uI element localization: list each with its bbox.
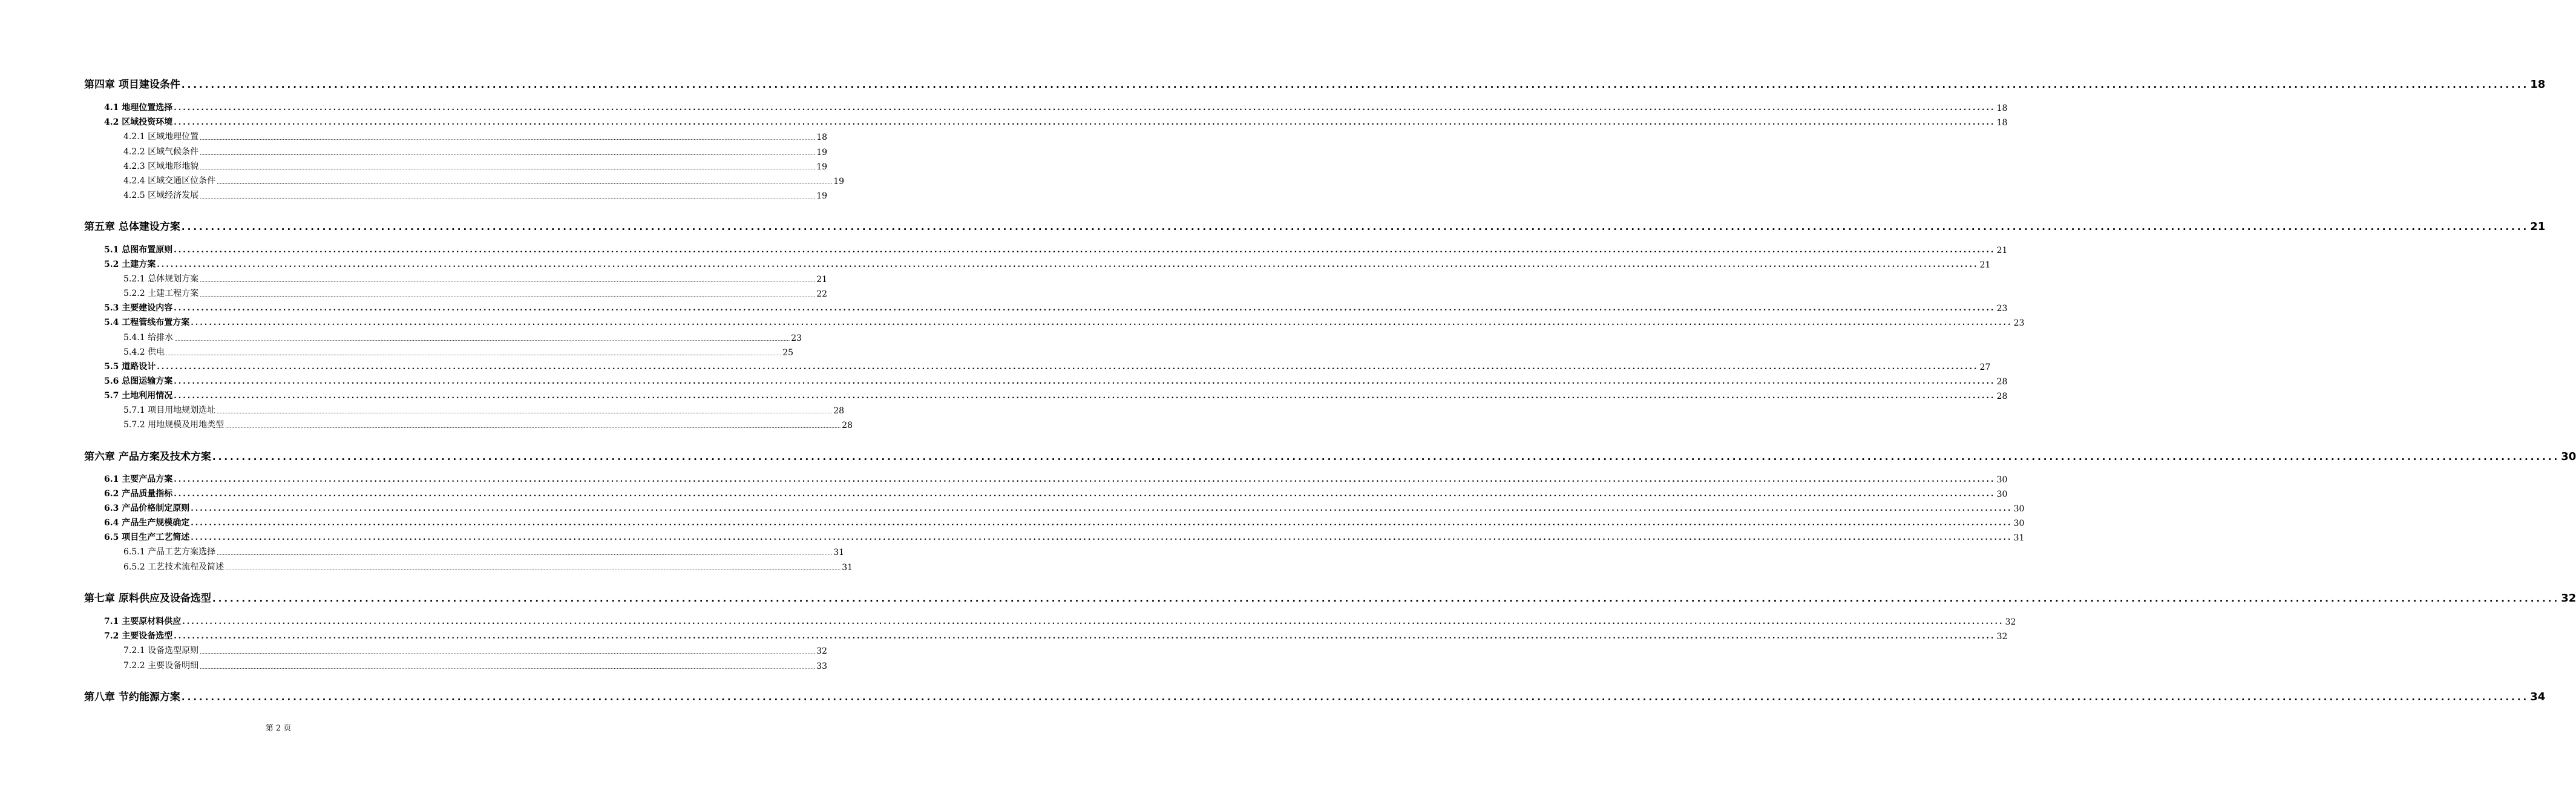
toc-entry-title: 5.2.1 总体规划方案 <box>123 274 199 284</box>
toc-entry-sub[interactable] <box>123 560 853 573</box>
toc-entry-title: 第八章 节约能源方案 <box>84 691 180 703</box>
toc-entry-sub[interactable] <box>123 331 802 343</box>
toc-leader-dots: ................................................................................................................................................................................................................................................................................................................................................................................................................ <box>157 260 1979 269</box>
toc-entry-title: 5.1 总图布置原则 <box>104 245 173 255</box>
toc-page-number: 28 <box>833 406 845 416</box>
toc-page-number: 30 <box>1996 490 2008 499</box>
toc-entry-title: 6.4 产品生产规模确定 <box>104 518 190 528</box>
toc-page-number: 28 <box>842 421 853 430</box>
toc-leader-dots: ................................................................................................................................................................................................................................................................................................................................................................................................................ <box>200 151 816 156</box>
toc-entry-title: 5.6 总图运输方案 <box>104 376 173 386</box>
toc-page-number: 21 <box>2530 220 2546 233</box>
toc-leader-dots: ................................................................................................................................................................................................................................................................................................................................................................................................................ <box>174 118 1996 127</box>
toc-page-number: 18 <box>1996 118 2008 128</box>
toc-leader-dots: ................................................................................................................................................................................................................................................................................................................................................................................................................ <box>225 424 841 429</box>
toc-page-number: 31 <box>2013 533 2025 543</box>
toc-page-number: 28 <box>1996 377 2008 387</box>
toc-leader-dots: ................................................................................................................................................................................................................................................................................................................................................................................................................ <box>174 490 1996 499</box>
toc-leader-dots: ................................................................................................................................................................................................................................................................................................................................................................................................................ <box>200 292 816 298</box>
toc-entry-title: 4.2.5 区域经济发展 <box>123 191 199 200</box>
toc-leader-dots: ................................................................................................................................................................................................................................................................................................................................................................................................................ <box>166 351 782 356</box>
toc-entry-title: 4.2.3 区域地形地貌 <box>123 162 199 171</box>
toc-page-number: 25 <box>782 348 794 358</box>
toc-page-number: 32 <box>2561 592 2576 605</box>
toc-entry-title: 第六章 产品方案及技术方案 <box>84 451 211 463</box>
toc-leader-dots: ................................................................................................................................................................................................................................................................................................................................................................................................................ <box>200 278 816 283</box>
toc-page-number: 19 <box>816 162 828 172</box>
toc-leader-dots: ................................................................................................................................................................................................................................................................................................................................................................................................................ <box>191 519 2013 528</box>
toc-leader-dots: ................................................................................................................................................................................................................................................................................................................................................................................................................ <box>181 692 2529 703</box>
toc-leader-dots: ................................................................................................................................................................................................................................................................................................................................................................................................................ <box>181 79 2529 90</box>
toc-entry-sub[interactable] <box>123 404 845 416</box>
toc-leader-dots: ................................................................................................................................................................................................................................................................................................................................................................................................................ <box>200 665 816 670</box>
toc-entry-section[interactable] <box>104 473 2008 485</box>
toc-entry-section[interactable] <box>104 375 2008 387</box>
toc-entry-sub[interactable] <box>123 644 828 656</box>
toc-entry-section[interactable] <box>104 301 2008 314</box>
toc-page-number: 18 <box>816 133 828 142</box>
toc-entry-title: 5.5 道路设计 <box>104 362 156 372</box>
toc-entry-title: 4.2.1 区域地理位置 <box>123 132 199 142</box>
toc-entry-title: 4.2.4 区域交通区位条件 <box>123 176 216 186</box>
toc-entry-title: 6.5.1 产品工艺方案选择 <box>123 547 216 557</box>
toc-leader-dots: ................................................................................................................................................................................................................................................................................................................................................................................................................ <box>174 377 1996 386</box>
toc-leader-dots: ................................................................................................................................................................................................................................................................................................................................................................................................................ <box>200 194 816 200</box>
toc-entry-title: 6.5 项目生产工艺简述 <box>104 533 190 542</box>
toc-leader-dots: ................................................................................................................................................................................................................................................................................................................................................................................................................ <box>217 409 833 415</box>
toc-entry-title: 7.2.2 主要设备明细 <box>123 661 199 671</box>
toc-entry-title: 5.7.1 项目用地规划选址 <box>123 405 216 415</box>
toc-entry-sub[interactable] <box>123 130 828 142</box>
toc-entry-title: 4.2 区域投资环境 <box>104 117 173 127</box>
toc-leader-dots: ................................................................................................................................................................................................................................................................................................................................................................................................................ <box>174 392 1996 401</box>
toc-page-number: 32 <box>2005 617 2016 627</box>
toc-entry-section[interactable] <box>104 258 1991 270</box>
toc-leader-dots: ................................................................................................................................................................................................................................................................................................................................................................................................................ <box>200 649 816 655</box>
toc-entry-sub[interactable] <box>123 659 828 671</box>
toc-leader-dots: ................................................................................................................................................................................................................................................................................................................................................................................................................ <box>181 222 2529 232</box>
toc-entry-title: 4.1 地理位置选择 <box>104 103 173 113</box>
toc-entry-title: 6.1 主要产品方案 <box>104 474 173 484</box>
toc-page-number: 31 <box>842 563 853 573</box>
toc-page-number: 28 <box>1996 392 2008 401</box>
toc-entry-title: 7.2.1 设备选型原则 <box>123 646 199 655</box>
toc-entry-sub[interactable] <box>123 272 828 284</box>
toc-leader-dots: ................................................................................................................................................................................................................................................................................................................................................................................................................ <box>212 593 2560 604</box>
toc-entry-title: 5.7 土地利用情况 <box>104 391 173 401</box>
toc-page-number: 19 <box>816 191 828 201</box>
toc-page-number: 22 <box>816 289 828 299</box>
toc-entry-sub[interactable] <box>123 145 828 157</box>
toc-page-number: 32 <box>816 646 828 656</box>
toc-entry-chapter[interactable] <box>84 446 2576 463</box>
toc-entry-section[interactable] <box>104 360 1991 372</box>
toc-entry-section[interactable] <box>104 389 2008 401</box>
toc-leader-dots: ................................................................................................................................................................................................................................................................................................................................................................................................................ <box>157 363 1979 372</box>
toc-entry-title: 5.7.2 用地规模及用地类型 <box>123 420 224 430</box>
toc-page-number: 23 <box>791 333 802 343</box>
toc-page-number: 30 <box>2561 450 2576 463</box>
toc-entry-title: 5.3 主要建设内容 <box>104 303 173 313</box>
toc-page-number: 31 <box>833 548 845 557</box>
toc-entry-section[interactable] <box>104 615 2016 627</box>
toc-leader-dots: ................................................................................................................................................................................................................................................................................................................................................................................................................ <box>174 304 1996 313</box>
toc-entry-title: 6.2 产品质量指标 <box>104 489 173 499</box>
toc-page-number: 27 <box>1979 363 1991 372</box>
toc-entry-chapter[interactable] <box>84 216 2546 233</box>
toc-leader-dots: ................................................................................................................................................................................................................................................................................................................................................................................................................ <box>174 246 1996 255</box>
toc-page-number: 21 <box>1996 246 2008 255</box>
toc-entry-sub[interactable] <box>123 174 845 186</box>
toc-entry-sub[interactable] <box>123 418 853 430</box>
toc-page-number: 30 <box>2013 519 2025 528</box>
toc-leader-dots: ................................................................................................................................................................................................................................................................................................................................................................................................................ <box>191 318 2013 327</box>
toc-entry-title: 第五章 总体建设方案 <box>84 221 180 233</box>
toc-page-number: 18 <box>2530 78 2546 91</box>
toc-leader-dots: ................................................................................................................................................................................................................................................................................................................................................................................................................ <box>191 504 2013 513</box>
toc-page-number: 34 <box>2530 691 2546 703</box>
toc-entry-sub[interactable] <box>123 189 828 201</box>
toc-leader-dots: ................................................................................................................................................................................................................................................................................................................................................................................................................ <box>200 165 816 171</box>
toc-entry-title: 7.2 主要设备选型 <box>104 631 173 641</box>
toc-page-number: 32 <box>1996 632 2008 642</box>
toc-page-number: 21 <box>1979 260 1991 270</box>
toc-entry-section[interactable] <box>104 531 2025 543</box>
toc-leader-dots: ................................................................................................................................................................................................................................................................................................................................................................................................................ <box>200 136 816 141</box>
toc-page-number: 30 <box>2013 504 2025 514</box>
toc-entry-sub[interactable] <box>123 545 845 557</box>
toc-page-number: 33 <box>816 662 828 671</box>
toc-entry-section[interactable] <box>104 629 2008 642</box>
toc-entry-title: 5.4.1 给排水 <box>123 333 174 343</box>
toc-leader-dots: ................................................................................................................................................................................................................................................................................................................................................................................................................ <box>191 533 2013 542</box>
toc-leader-dots: ................................................................................................................................................................................................................................................................................................................................................................................................................ <box>217 180 833 185</box>
toc-leader-dots: ................................................................................................................................................................................................................................................................................................................................................................................................................ <box>174 103 1996 113</box>
toc-entry-section[interactable] <box>104 116 2008 128</box>
toc-entry-section[interactable] <box>104 487 2008 499</box>
toc-leader-dots: ................................................................................................................................................................................................................................................................................................................................................................................................................ <box>217 551 833 556</box>
toc-entry-section[interactable] <box>104 243 2008 255</box>
toc-page-number: 30 <box>1996 475 2008 485</box>
toc-entry-sub[interactable] <box>123 160 828 172</box>
toc-leader-dots: ................................................................................................................................................................................................................................................................................................................................................................................................................ <box>182 617 2004 626</box>
toc-entry-title: 5.4.2 供电 <box>123 347 165 357</box>
toc-entry-section[interactable] <box>104 516 2025 528</box>
toc-entry-title: 6.5.2 工艺技术流程及简述 <box>123 562 224 572</box>
toc-entry-chapter[interactable] <box>84 588 2576 605</box>
toc-entry-title: 第四章 项目建设条件 <box>84 79 180 91</box>
toc-entry-title: 5.2.2 土建工程方案 <box>123 289 199 298</box>
toc-page-number: 18 <box>1996 103 2008 113</box>
toc-entry-section[interactable] <box>104 316 2025 328</box>
toc-entry-title: 6.3 产品价格制定原则 <box>104 504 190 513</box>
toc-entry-chapter[interactable] <box>84 686 2546 703</box>
toc-entry-section[interactable] <box>104 502 2025 514</box>
toc-entry-title: 7.1 主要原材料供应 <box>104 617 182 626</box>
toc-page-number: 19 <box>833 177 845 186</box>
toc-entry-title: 5.2 土建方案 <box>104 260 156 269</box>
toc-entry-sub[interactable] <box>123 287 828 299</box>
toc-entry-title: 4.2.2 区域气候条件 <box>123 147 199 157</box>
toc-entry-section[interactable] <box>104 101 2008 113</box>
toc-entry-sub[interactable] <box>123 346 794 358</box>
toc-entry-chapter[interactable] <box>84 74 2546 91</box>
toc-leader-dots: ................................................................................................................................................................................................................................................................................................................................................................................................................ <box>225 566 841 571</box>
toc-page-number: 21 <box>816 275 828 284</box>
toc-leader-dots: ................................................................................................................................................................................................................................................................................................................................................................................................................ <box>174 632 1996 641</box>
toc-page-number: 19 <box>816 148 828 157</box>
toc-entry-title: 5.4 工程管线布置方案 <box>104 318 190 327</box>
toc-page-number: 23 <box>1996 304 2008 314</box>
toc-entry-title: 第七章 原料供应及设备选型 <box>84 593 211 605</box>
toc-leader-dots: ................................................................................................................................................................................................................................................................................................................................................................................................................ <box>174 475 1996 484</box>
toc-page-number: 23 <box>2013 318 2025 328</box>
toc-leader-dots: ................................................................................................................................................................................................................................................................................................................................................................................................................ <box>212 451 2560 462</box>
toc-leader-dots: ................................................................................................................................................................................................................................................................................................................................................................................................................ <box>174 337 790 342</box>
page-footer: 第 2 页 <box>265 724 292 733</box>
